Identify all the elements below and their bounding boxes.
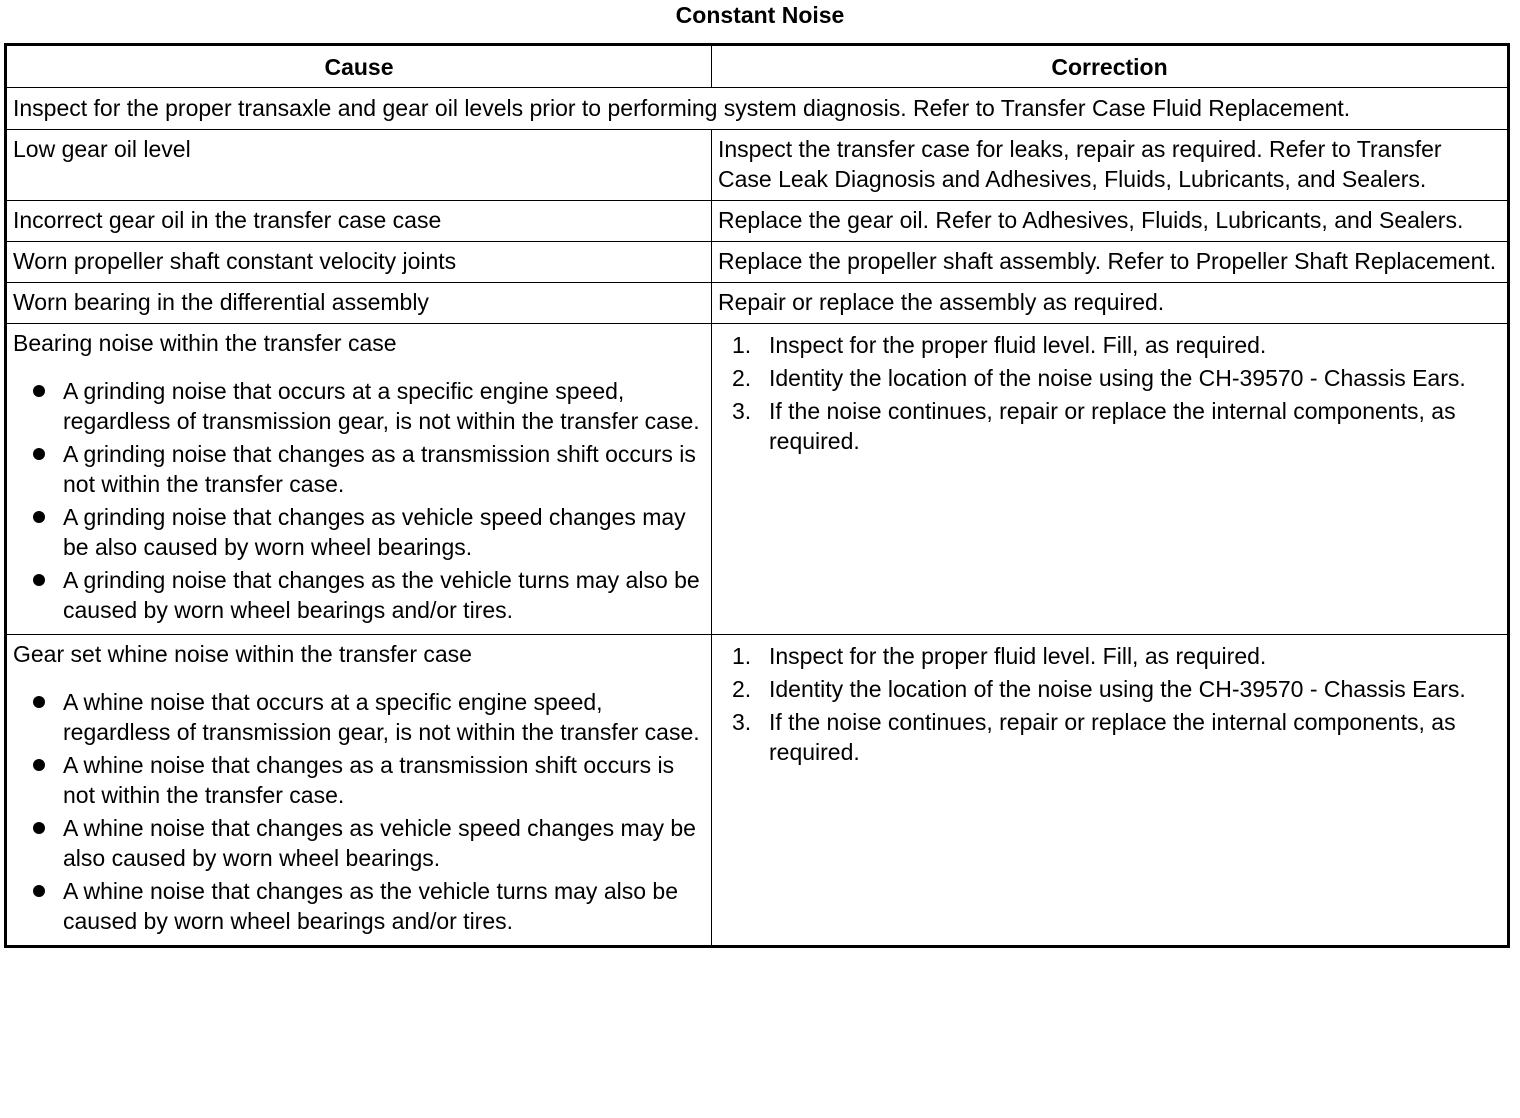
- bullet-dot-icon: [33, 696, 45, 708]
- list-item: [718, 707, 1501, 767]
- bullet-dot-icon: [33, 511, 45, 523]
- step-number: 1.: [732, 332, 752, 358]
- list-item-text: A whine noise that occurs at a specific engine speed, regardless of transmission gear, is not within the transfer case.: [63, 689, 700, 745]
- list-item-text: A grinding noise that occurs at a specific engine speed, regardless of transmission gear, is not within the transfer case.: [63, 378, 700, 434]
- cause-cell: Low gear oil level: [6, 130, 712, 201]
- list-item: [13, 750, 705, 810]
- step-text: Inspect for the proper fluid level. Fill, as required.: [769, 332, 1267, 358]
- correction-header: Correction: [712, 45, 1509, 88]
- correction-cell: Replace the propeller shaft assembly. Refer to Propeller Shaft Replacement.: [712, 242, 1509, 283]
- list-item: [13, 687, 705, 747]
- correction-step-list: [718, 330, 1501, 456]
- cause-header: Cause: [6, 45, 712, 88]
- table-row: [6, 324, 1509, 635]
- table-row: [6, 283, 1509, 324]
- step-text: Identity the location of the noise using the CH-39570 - Chassis Ears.: [769, 676, 1466, 702]
- bullet-dot-icon: [33, 885, 45, 897]
- table-row: [6, 242, 1509, 283]
- bullet-dot-icon: [33, 759, 45, 771]
- list-item-text: A grinding noise that changes as a transmission shift occurs is not within the transfer case.: [63, 441, 696, 497]
- header-row: [6, 45, 1509, 88]
- table-title: Constant Noise: [675, 2, 845, 28]
- diagnosis-note: Inspect for the proper transaxle and gear oil levels prior to performing system diagnosis. Refer to Transfer Case Fluid Replacement.: [6, 88, 1509, 130]
- list-item: [13, 376, 705, 436]
- step-text: If the noise continues, repair or replace the internal components, as required.: [769, 398, 1456, 454]
- cause-cell: Worn propeller shaft constant velocity joints: [6, 242, 712, 283]
- step-text: Inspect for the proper fluid level. Fill, as required.: [769, 643, 1267, 669]
- step-number: 3.: [732, 709, 752, 735]
- correction-cell: Replace the gear oil. Refer to Adhesives, Fluids, Lubricants, and Sealers.: [712, 201, 1509, 242]
- bullet-dot-icon: [33, 448, 45, 460]
- cause-cell: Worn bearing in the differential assembly: [6, 283, 712, 324]
- list-item: [13, 813, 705, 873]
- cause-cell: [6, 635, 712, 947]
- list-item: [13, 565, 705, 625]
- list-item: [718, 330, 1501, 360]
- correction-cell: Repair or replace the assembly as required.: [712, 283, 1509, 324]
- cause-cell: [6, 324, 712, 635]
- step-text: Identity the location of the noise using the CH-39570 - Chassis Ears.: [769, 365, 1466, 391]
- list-item-text: A whine noise that changes as vehicle speed changes may be also caused by worn wheel bearings.: [63, 815, 696, 871]
- cause-heading: Gear set whine noise within the transfer case: [13, 641, 472, 667]
- constant-noise-table: [4, 43, 1510, 948]
- step-number: 2.: [732, 676, 752, 702]
- bullet-dot-icon: [33, 822, 45, 834]
- table-row: [6, 130, 1509, 201]
- correction-cell: [712, 324, 1509, 635]
- list-item-text: A whine noise that changes as a transmission shift occurs is not within the transfer case.: [63, 752, 675, 808]
- list-item: [718, 641, 1501, 671]
- step-number: 3.: [732, 398, 752, 424]
- table-row: [6, 201, 1509, 242]
- step-text: If the noise continues, repair or replace the internal components, as required.: [769, 709, 1456, 765]
- list-item-text: A whine noise that changes as the vehicle turns may also be caused by worn wheel bearings and/or tires.: [63, 878, 678, 934]
- step-number: 1.: [732, 643, 752, 669]
- list-item: [718, 396, 1501, 456]
- list-item: [13, 876, 705, 936]
- bullet-dot-icon: [33, 574, 45, 586]
- bullet-dot-icon: [33, 385, 45, 397]
- list-item: [13, 439, 705, 499]
- list-item: [718, 363, 1501, 393]
- correction-step-list: [718, 641, 1501, 767]
- note-row: [6, 88, 1509, 130]
- cause-bullet-list: [13, 376, 705, 625]
- list-item-text: A grinding noise that changes as vehicle speed changes may be also caused by worn wheel bearings.: [63, 504, 686, 560]
- correction-cell: Inspect the transfer case for leaks, repair as required. Refer to Transfer Case Leak Diagnosis and Adhesives, Fluids, Lubricants, and Sealers.: [712, 130, 1509, 201]
- cause-heading: Bearing noise within the transfer case: [13, 330, 397, 356]
- table-row: [6, 635, 1509, 947]
- cause-cell: Incorrect gear oil in the transfer case case: [6, 201, 712, 242]
- step-number: 2.: [732, 365, 752, 391]
- correction-cell: [712, 635, 1509, 947]
- list-item-text: A grinding noise that changes as the vehicle turns may also be caused by worn wheel bearings and/or tires.: [63, 567, 700, 623]
- list-item: [13, 502, 705, 562]
- list-item: [718, 674, 1501, 704]
- cause-bullet-list: [13, 687, 705, 936]
